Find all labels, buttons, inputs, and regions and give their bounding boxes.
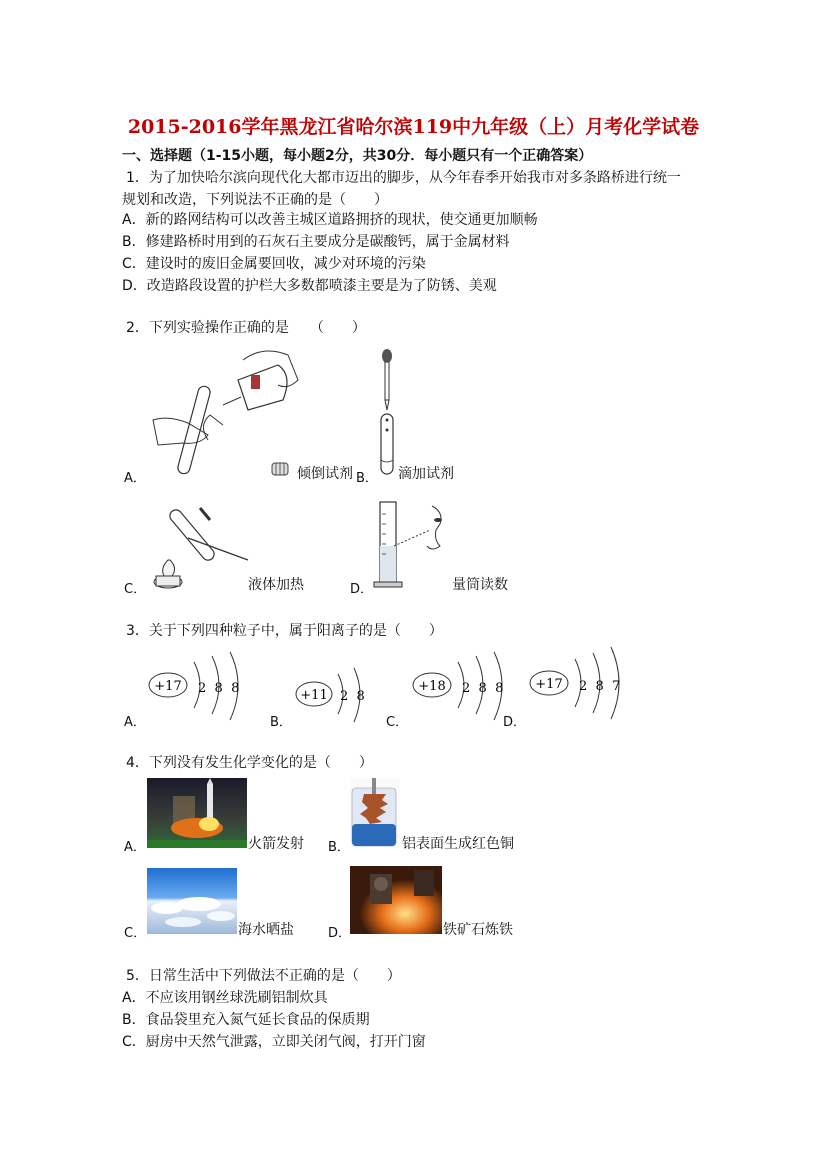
q4-option-c-label: C．	[124, 926, 147, 941]
q2-option-c-label: C．	[124, 582, 147, 597]
particle-d-diagram	[527, 645, 632, 715]
sea-salt-drying-photo	[147, 868, 237, 934]
q5-stem: 5．日常生活中下列做法不正确的是（ ）	[126, 968, 401, 984]
page-title: 2015-2016学年黑龙江省哈尔滨119中九年级（上）月考化学试卷	[127, 116, 700, 138]
q2-option-a-caption: 倾倒试剂	[297, 466, 353, 482]
particle-d-nucleus: +17	[535, 677, 563, 692]
q3-option-d-label: D．	[503, 715, 527, 730]
q2-option-c-caption: 液体加热	[248, 577, 304, 593]
particle-a-shells: 2 8 8	[198, 681, 240, 696]
dropper-illustration	[372, 348, 402, 480]
pouring-reagent-illustration	[148, 345, 308, 480]
q1-option-a: A．新的路网结构可以改善主城区道路拥挤的现状，使交通更加顺畅	[122, 212, 538, 228]
particle-c-shells: 2 8 8	[462, 681, 504, 696]
particle-b-diagram	[294, 668, 374, 726]
q4-option-d-label: D．	[328, 926, 352, 941]
q3-option-b-label: B．	[270, 715, 292, 730]
q5-option-a: A．不应该用钢丝球洗刷铝制炊具	[122, 990, 328, 1006]
q3-option-c-label: C．	[386, 715, 409, 730]
particle-c-nucleus: +18	[418, 679, 446, 694]
particle-c-diagram	[410, 652, 515, 722]
q4-option-a-caption: 火箭发射	[248, 836, 304, 852]
q4-option-c-caption: 海水晒盐	[238, 922, 294, 938]
q4-option-b-caption: 铝表面生成红色铜	[402, 836, 514, 852]
q2-option-d-caption: 量筒读数	[452, 577, 508, 593]
particle-a-diagram	[146, 652, 251, 722]
cylinder-reading-illustration	[372, 500, 452, 590]
q4-option-d-caption: 铁矿石炼铁	[443, 922, 513, 938]
particle-d-shells: 2 8 7	[579, 679, 621, 694]
q5-option-c: C．厨房中天然气泄露，立即关闭气阀，打开门窗	[122, 1034, 426, 1050]
heating-liquid-illustration	[148, 498, 253, 590]
q4-option-b-label: B．	[328, 840, 350, 855]
q2-stem: 2．下列实验操作正确的是 （ ）	[126, 320, 366, 336]
stopper-icon	[270, 461, 290, 477]
q3-option-a-label: A．	[124, 715, 146, 730]
q2-option-a-label: A．	[124, 471, 146, 486]
q1-stem-line2: 规划和改造，下列说法不正确的是（ ）	[122, 192, 388, 208]
q1-option-b: B．修建路桥时用到的石灰石主要成分是碳酸钙，属于金属材料	[122, 234, 510, 250]
q1-option-c: C．建设时的废旧金属要回收，减少对环境的污染	[122, 256, 426, 272]
q2-option-d-label: D．	[350, 582, 374, 597]
q3-stem: 3．关于下列四种粒子中，属于阳离子的是（ ）	[126, 623, 443, 639]
q4-option-a-label: A．	[124, 840, 146, 855]
q1-stem-line1: 1．为了加快哈尔滨向现代化大都市迈出的脚步，从今年春季开始我市对多条路桥进行统一	[126, 170, 681, 186]
iron-smelting-photo	[350, 866, 442, 934]
q2-option-b-caption: 滴加试剂	[398, 466, 454, 482]
q2-option-b-label: B．	[356, 471, 378, 486]
q4-stem: 4．下列没有发生化学变化的是（ ）	[126, 755, 373, 771]
copper-on-aluminum-photo	[350, 778, 400, 848]
particle-b-nucleus: +11	[300, 688, 328, 703]
particle-a-nucleus: +17	[154, 679, 182, 694]
rocket-launch-photo	[147, 778, 247, 848]
particle-b-shells: 2 8	[340, 689, 365, 704]
section-heading: 一、选择题（1-15小题，每小题2分，共30分．每小题只有一个正确答案）	[122, 148, 593, 164]
q5-option-b: B．食品袋里充入氮气延长食品的保质期	[122, 1012, 370, 1028]
q1-option-d: D．改造路段设置的护栏大多数都喷漆主要是为了防锈、美观	[122, 278, 497, 294]
